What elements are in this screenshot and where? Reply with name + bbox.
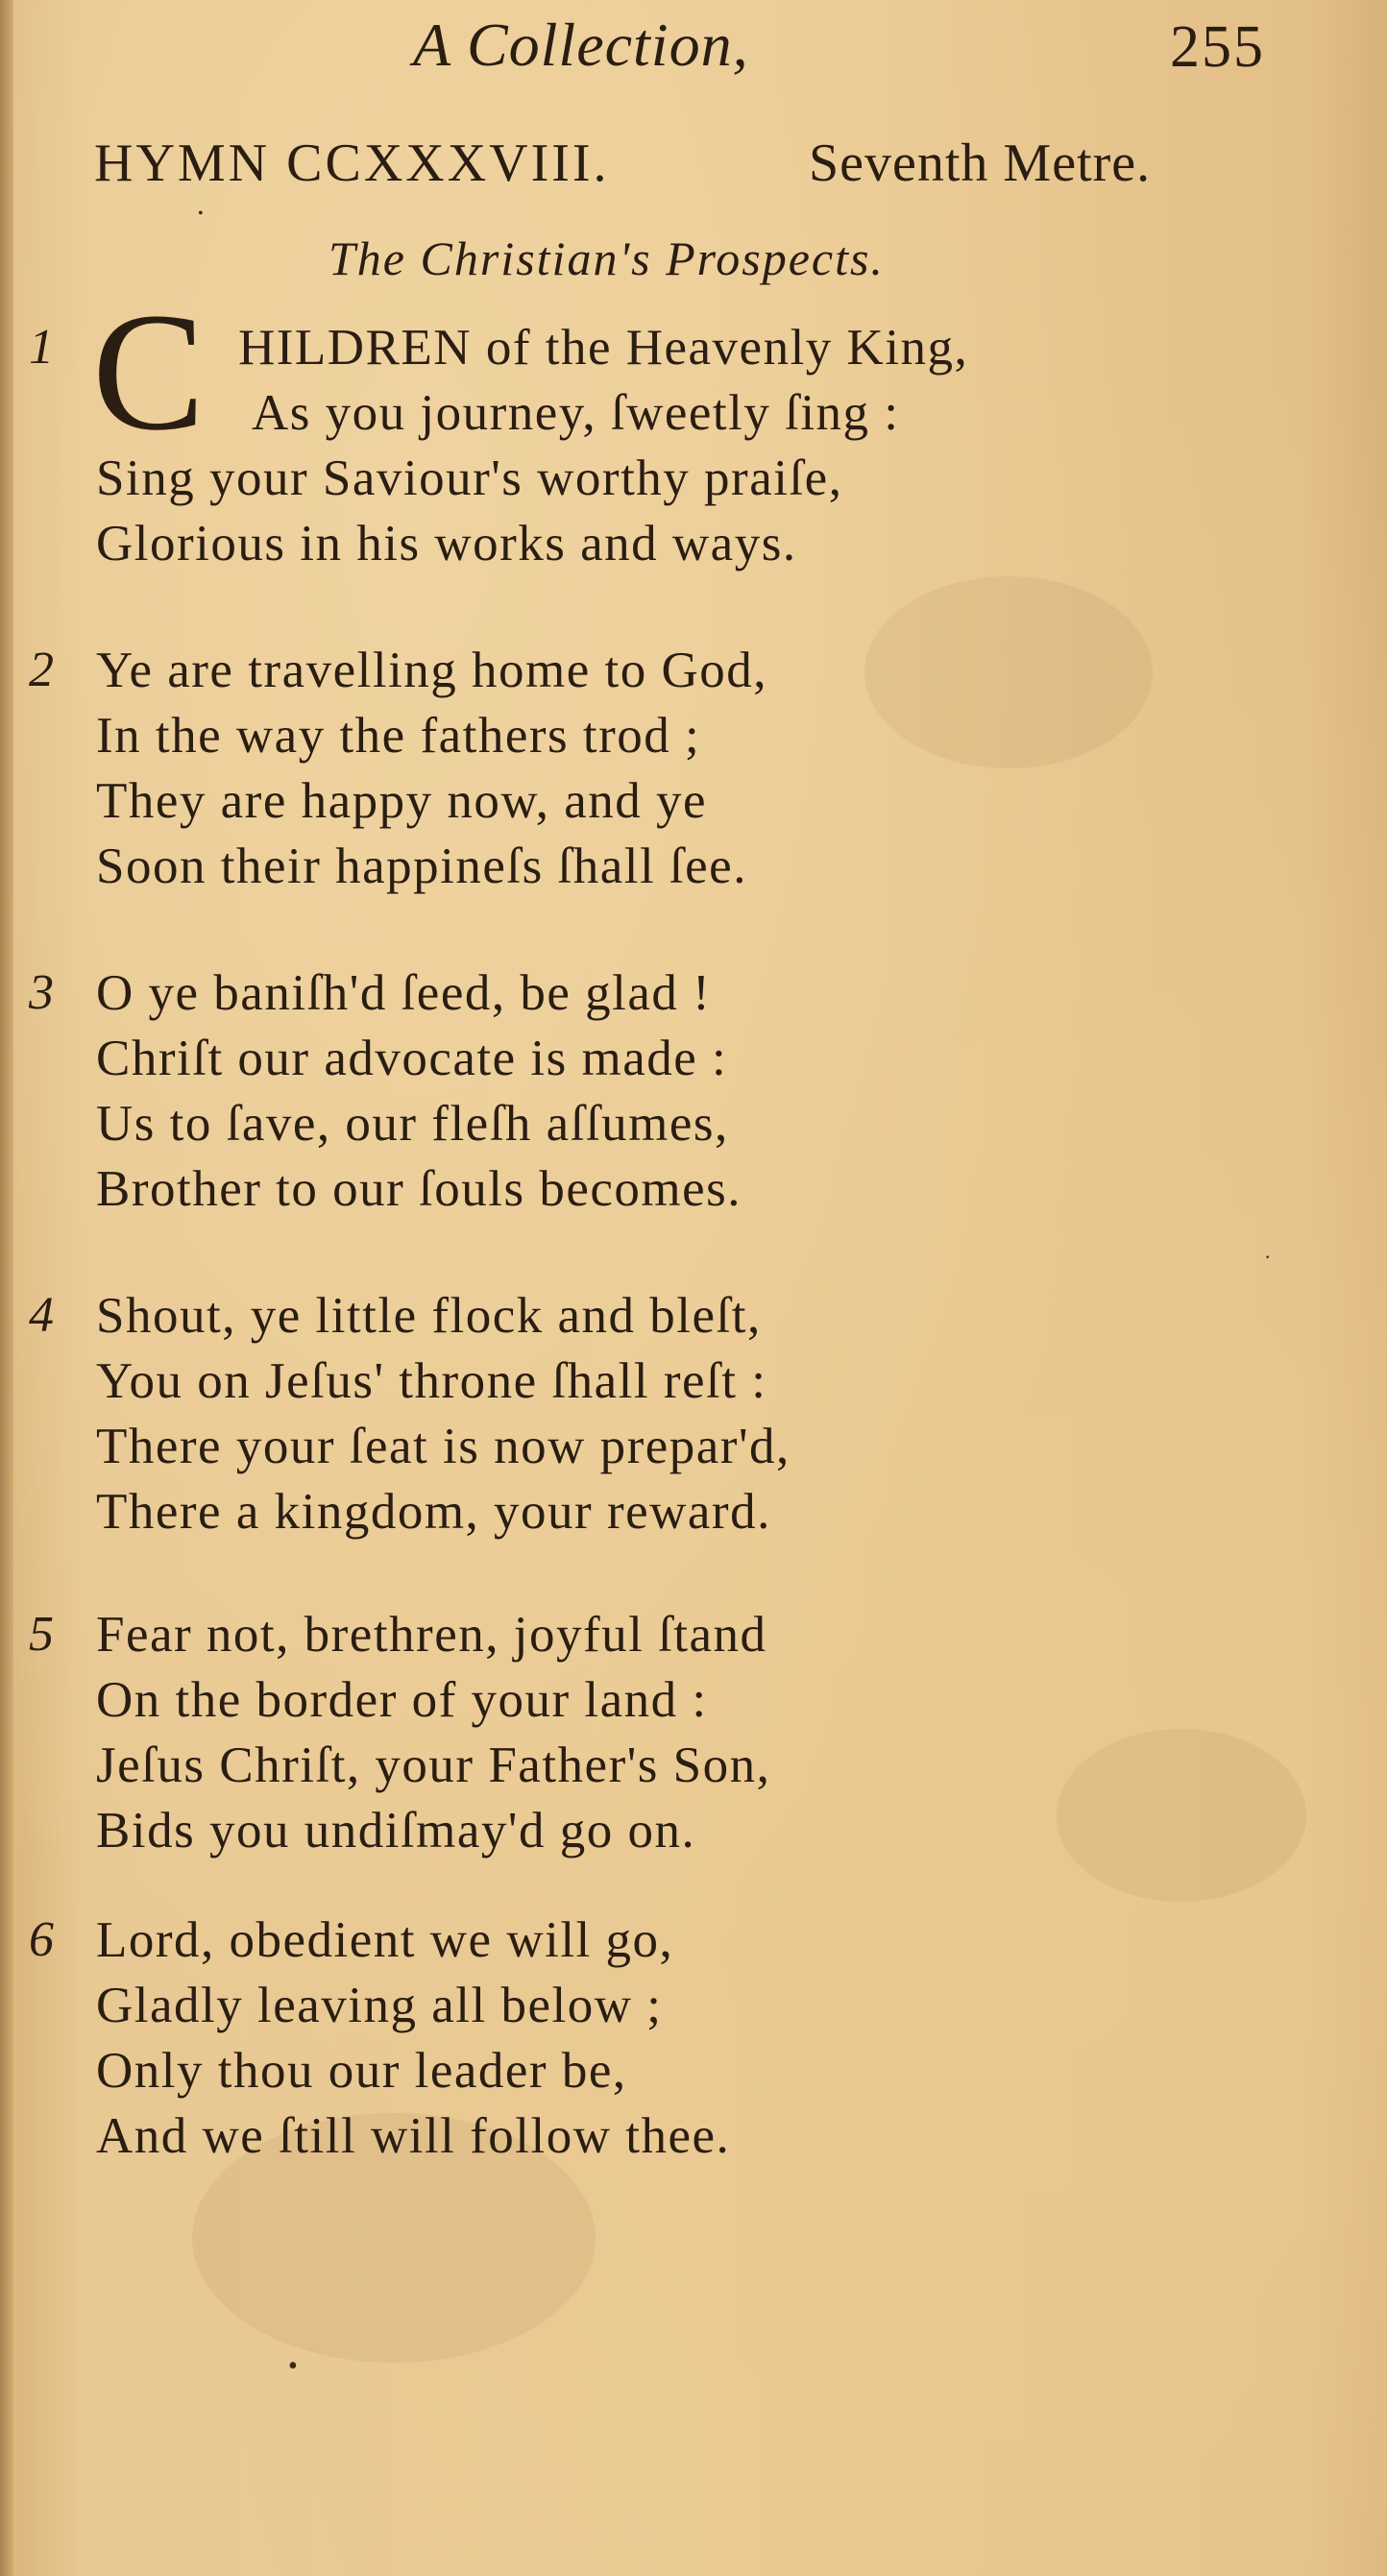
hymn-title: The Christian's Prospects. <box>328 231 885 285</box>
hymn-heading <box>0 133 1387 200</box>
verse-number: 1 <box>29 320 54 375</box>
verse-line: Us to ſave, our fleſh aſſumes, <box>96 1096 729 1152</box>
ink-speck-mark: • <box>198 206 204 222</box>
page-number: 255 <box>1170 14 1265 80</box>
hymn-metre: Seventh Metre. <box>809 134 1152 193</box>
verse-line: And we ſtill will follow thee. <box>96 2108 731 2164</box>
verse-line: Shout, ye little flock and bleſt, <box>96 1288 762 1344</box>
ink-speck-mark: · <box>1264 1245 1272 1269</box>
running-title: A Collection, <box>413 11 749 79</box>
verse-line: There a kingdom, your reward. <box>96 1484 771 1540</box>
paper-stain <box>1057 1729 1306 1902</box>
verse-line: Sing your Saviour's worthy praiſe, <box>96 450 843 506</box>
verse-line: O ye baniſh'd ſeed, be glad ! <box>96 965 712 1021</box>
verse-line: Glorious in his works and ways. <box>96 516 797 571</box>
paper-stain <box>864 576 1153 768</box>
verse-line: Soon their happineſs ſhall ſee. <box>96 838 747 894</box>
verse-line: Ye are travelling home to God, <box>96 643 768 698</box>
verse-number: 5 <box>29 1607 54 1662</box>
verse-line: Fear not, brethren, joyful ſtand <box>96 1607 767 1663</box>
verse-number: 6 <box>29 1912 54 1967</box>
verse-line: On the border of your land : <box>96 1672 708 1728</box>
verse-line: Gladly leaving all below ; <box>96 1978 663 2033</box>
verse-line: Chriſt our advocate is made : <box>96 1031 728 1086</box>
verse-line: As you journey, ſweetly ſing : <box>252 385 900 441</box>
ink-speck-mark: • <box>288 2351 298 2381</box>
page-gutter <box>0 0 13 2576</box>
verse-line: Only thou our leader be, <box>96 2043 627 2099</box>
verse-line: They are happy now, and ye <box>96 773 708 829</box>
verse-line: Lord, obedient we will go, <box>96 1912 674 1968</box>
verse-line: There your ſeat is now prepar'd, <box>96 1419 791 1474</box>
verse-line: HILDREN of the Heavenly King, <box>238 320 969 376</box>
hymn-number: HYMN CCXXXVIII. <box>94 134 610 193</box>
verse-line: Bids you undiſmay'd go on. <box>96 1803 696 1859</box>
verse-number: 2 <box>29 643 54 697</box>
drop-cap: C <box>92 279 206 466</box>
verse-line: You on Jeſus' throne ſhall reſt : <box>96 1353 767 1409</box>
verse-line: Brother to our ſouls becomes. <box>96 1161 742 1217</box>
verse-line: In the way the fathers trod ; <box>96 708 701 764</box>
running-head <box>0 10 1387 86</box>
verse-number: 3 <box>29 965 54 1020</box>
verse-line: Jeſus Chriſt, your Father's Son, <box>96 1738 771 1793</box>
verse-number: 4 <box>29 1288 54 1343</box>
